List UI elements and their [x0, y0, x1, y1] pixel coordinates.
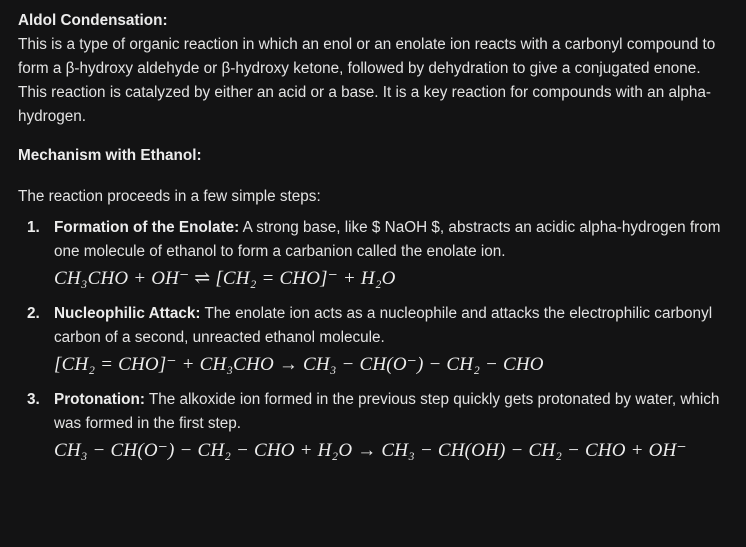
step-text	[54, 216, 730, 264]
step-text	[54, 388, 730, 436]
step-text	[54, 302, 730, 350]
step-number: 1.	[27, 219, 40, 236]
step-title: Formation of the Enolate:	[54, 219, 240, 236]
response-content	[18, 9, 730, 474]
step-description: A strong base, like $ NaOH $, abstracts an acidic alpha-hydrogen from one molecule of ethanol to form a carbanion called the enolate ion.	[54, 219, 721, 260]
step-equation: CH₃ − CH(O⁻) − CH₂ − CHO + H₂O → CH₃ − CH(OH) − CH₂ − CHO + OH⁻	[54, 440, 687, 461]
step-equation: [CH₂ = CHO]⁻ + CH₃CHO → CH₃ − CH(O⁻) − CH₂ − CHO	[54, 354, 544, 375]
step-item	[18, 388, 730, 464]
step-title: Nucleophilic Attack:	[54, 305, 201, 322]
step-equation: CH₃CHO + OH⁻ ⇌ [CH₂ = CHO]⁻ + H₂O	[54, 268, 396, 289]
step-number: 3.	[27, 391, 40, 408]
steps-lead: The reaction proceeds in a few simple steps:	[18, 188, 321, 205]
step-number: 2.	[27, 305, 40, 322]
step-item	[18, 302, 730, 378]
step-title: Protonation:	[54, 391, 145, 408]
intro-paragraph: This is a type of organic reaction in which an enol or an enolate ion reacts with a carbonyl compound to form a β-hydroxy aldehyde or β-hydroxy ketone, followed by dehydration to give a conjugated enone. This reaction is catalyzed by either an acid or a base. It is a key reaction for compounds with an alpha-hydrogen.	[18, 36, 716, 125]
section-title: Aldol Condensation:	[18, 12, 168, 29]
step-item	[18, 216, 730, 292]
steps-list	[18, 216, 730, 464]
step-description: The enolate ion acts as a nucleophile and attacks the electrophilic carbonyl carbon of a second, unreacted ethanol molecule.	[54, 305, 713, 346]
step-description: The alkoxide ion formed in the previous step quickly gets protonated by water, which was formed in the first step.	[54, 391, 720, 432]
mechanism-heading: Mechanism with Ethanol:	[18, 147, 202, 164]
